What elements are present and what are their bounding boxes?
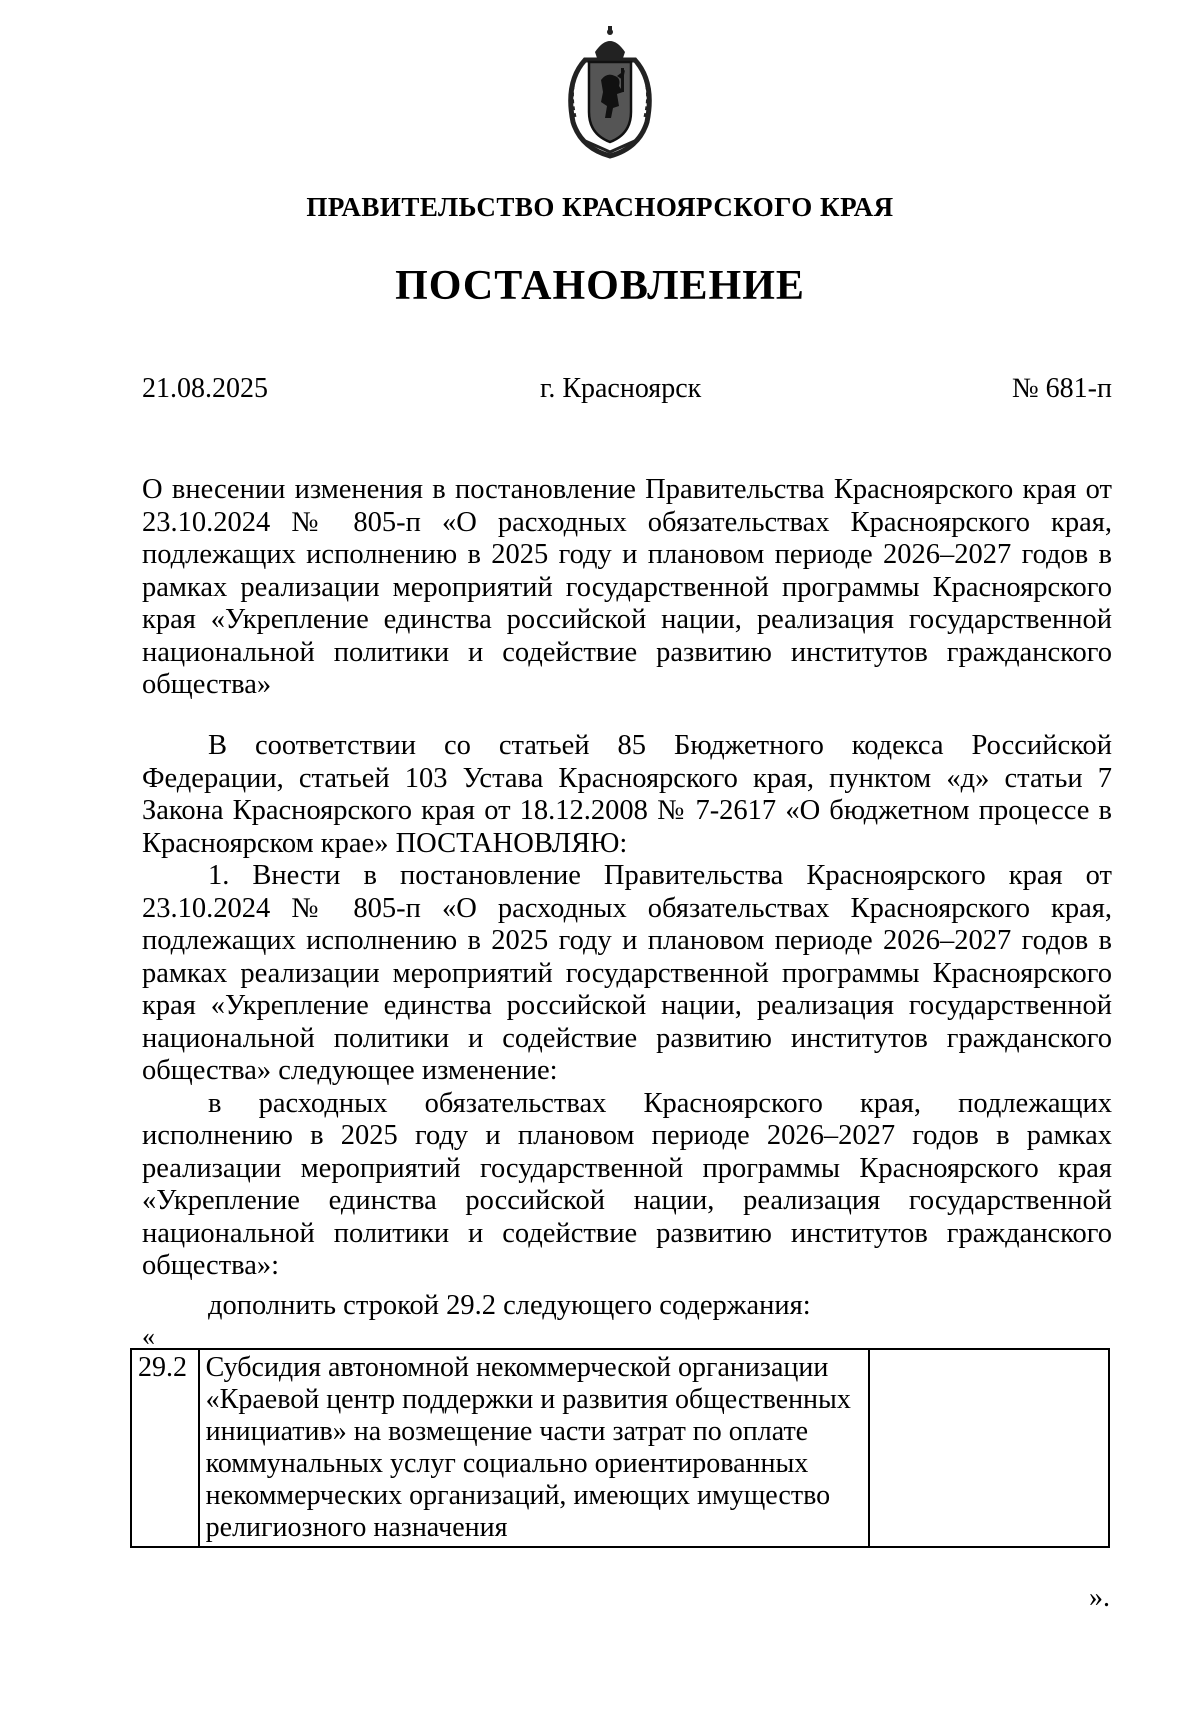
document-date: 21.08.2025 (142, 373, 268, 404)
amendment-target-paragraph: в расходных обязательствах Красноярского края, подлежащих исполнению в 2025 году и плановом периоде 2026–2027 годов в рамках реализации мероприятий государственной программы Красноярского края «Укрепление единства российской нации, реализация государственной национальной политики и содействие развитию институтов гражданского общества»: (142, 1087, 1112, 1281)
government-title: ПРАВИТЕЛЬСТВО КРАСНОЯРСКОГО КРАЯ (306, 192, 894, 222)
document-city: г. Красноярск (540, 373, 702, 404)
document-body (142, 730, 1112, 1283)
row-empty-cell (869, 1349, 1109, 1547)
row-number-cell: 29.2 (131, 1349, 199, 1547)
quote-open: « (142, 1322, 155, 1351)
document-subject: О внесении изменения в постановление Правительства Красноярского края от 23.10.2024 № 805-п «О расходных обязательствах Красноярского края, подлежащих исполнению в 2025 году и плановом периоде 2026–2027 годов в рамках реализации мероприятий государственной программы Красноярского края «Укрепление единства российской нации, реализация государственной национальной политики и содействие развитию институтов гражданского общества» (142, 474, 1112, 700)
row-description-cell: Субсидия автономной некоммерческой организации «Краевой центр поддержки и развития общественных инициатив» на возмещение части затрат по оплате коммунальных услуг социально ориентированных некоммерческих организаций, имеющих имущество религиозного назначения (199, 1349, 869, 1547)
quote-close: ». (1089, 1582, 1110, 1613)
addition-instruction: дополнить строкой 29.2 следующего содержания: (208, 1290, 811, 1321)
legal-basis-paragraph: В соответствии со статьей 85 Бюджетного кодекса Российской Федерации, статьей 103 Устава Красноярского края, пунктом «д» статьи 7 Закона Красноярского края от 18.12.2008 № 7-2617 «О бюджетном процессе в Красноярском крае» ПОСТАНОВЛЯЮ: (142, 730, 1112, 859)
document-type-title: ПОСТАНОВЛЕНИЕ (395, 263, 805, 309)
resolution-item-1: 1. Внести в постановление Правительства Красноярского края от 23.10.2024 № 805-п «О расходных обязательствах Красноярского края, подлежащих исполнению в 2025 году и плановом периоде 2026–2027 годов в рамках реализации мероприятий государственной программы Красноярского края «Укрепление единства российской нации, реализация государственной национальной политики и содействие развитию институтов гражданского общества» следующее изменение: (142, 860, 1112, 1086)
table-row (131, 1349, 1109, 1547)
krasnoyarsk-coat-of-arms-icon (555, 22, 665, 162)
amendment-table (130, 1348, 1110, 1548)
document-number: № 681-п (1011, 373, 1112, 404)
